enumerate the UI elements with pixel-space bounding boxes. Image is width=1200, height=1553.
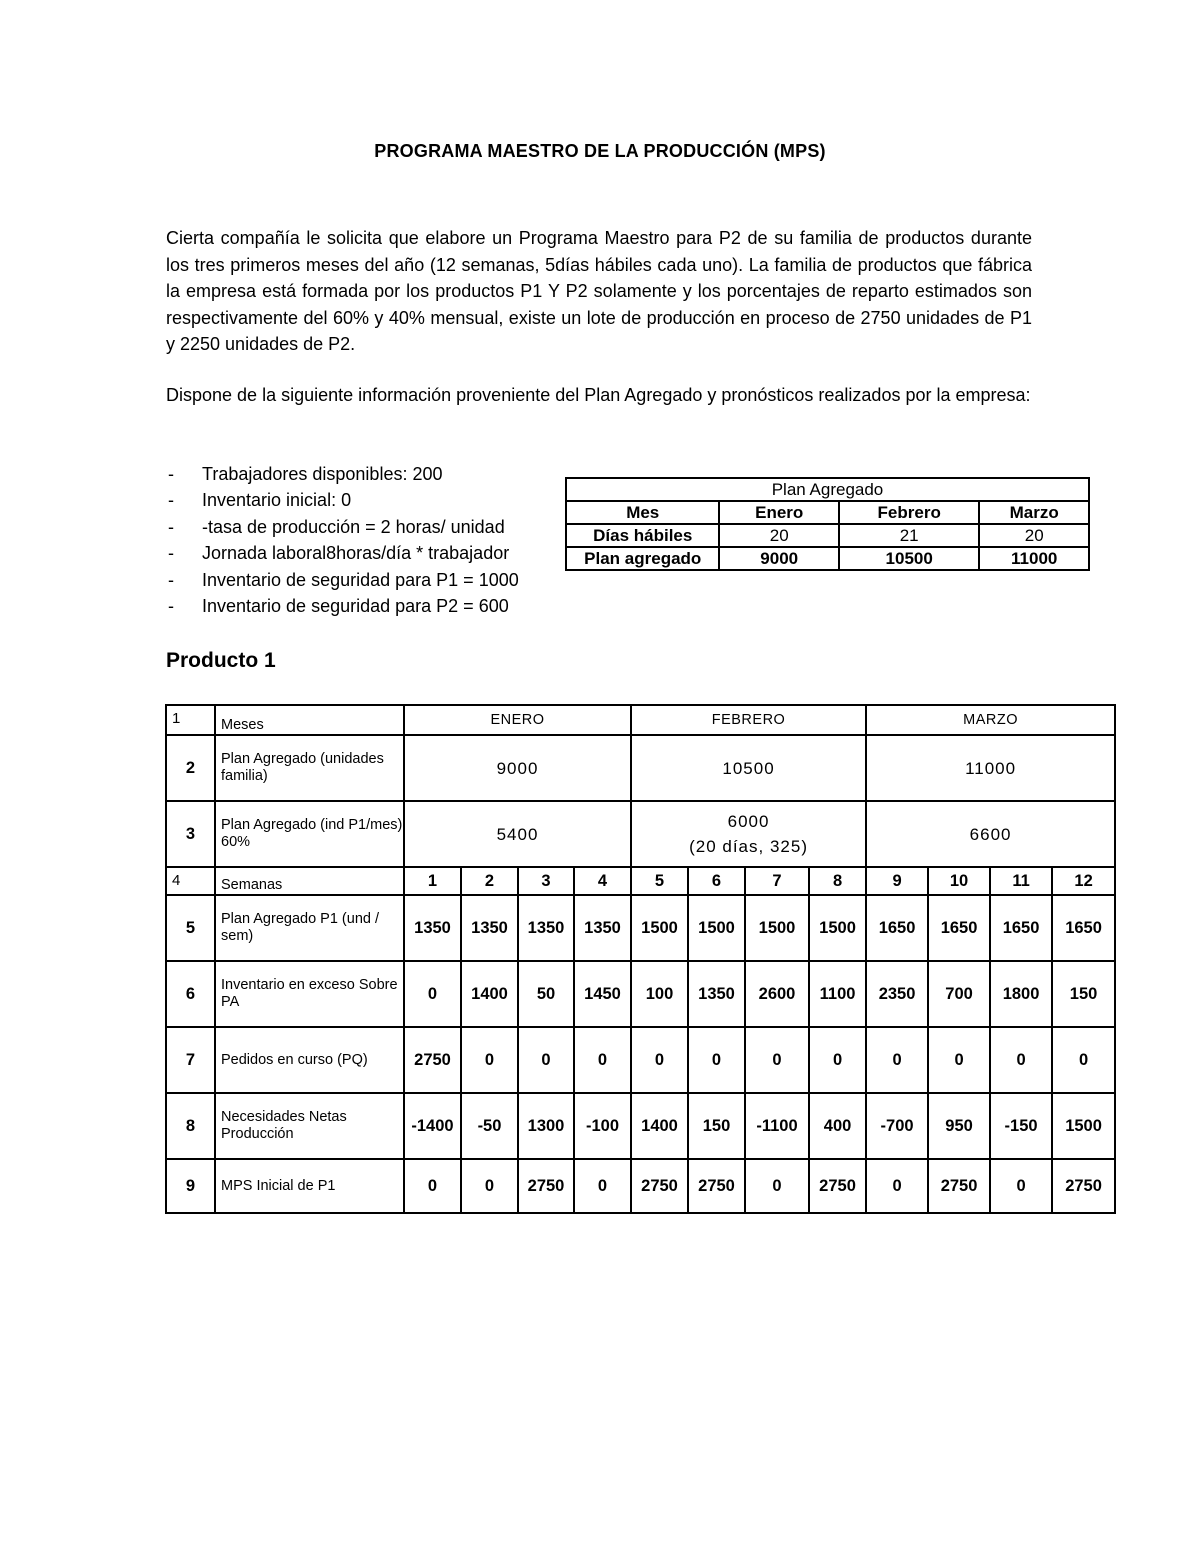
plan-p1-week-cell: 1650: [1052, 895, 1115, 961]
excess-inventory-cell: 2350: [866, 961, 928, 1027]
net-requirements-cell: 1300: [518, 1093, 574, 1159]
net-requirements-cell: -50: [461, 1093, 518, 1159]
week-header-cell: 11: [990, 867, 1052, 895]
orders-in-progress-cell: 0: [809, 1027, 866, 1093]
plan-p1-week-cell: 1350: [461, 895, 518, 961]
week-header-cell: 6: [688, 867, 745, 895]
month-header: FEBRERO: [631, 705, 866, 735]
row-number: 9: [166, 1159, 215, 1213]
p1-plan-value: 6000: [727, 812, 770, 831]
net-requirements-cell: 1400: [631, 1093, 688, 1159]
plan-cell: 9000: [719, 547, 839, 570]
plan-p1-week-cell: 1650: [866, 895, 928, 961]
plan-p1-week-cell: 1350: [518, 895, 574, 961]
row-number: 2: [166, 735, 215, 801]
orders-in-progress-cell: 0: [688, 1027, 745, 1093]
row-number: 7: [166, 1027, 215, 1093]
plan-cell: 11000: [979, 547, 1089, 570]
week-header-cell: 8: [809, 867, 866, 895]
mps-initial-cell: 2750: [688, 1159, 745, 1213]
row-number: 6: [166, 961, 215, 1027]
bullet-item: - Inventario de seguridad para P2 = 600: [168, 596, 509, 617]
intro-paragraph: Cierta compañía le solicita que elabore un Programa Maestro para P2 de su familia de productos durante los tres primeros meses del año (12 semanas, 5días hábiles cada uno). La familia de productos que fábrica la empresa está formada por los productos P1 Y P2 solamente y los porcentajes de reparto estimados son respectivamente del 60% y 40% mensual, existe un lote de producción en proceso de 2750 unidades de P1 y 2250 unidades de P2.: [166, 228, 1032, 355]
row-label: Inventario en exceso Sobre PA: [215, 961, 404, 1027]
bullet-item: - Inventario inicial: 0: [168, 490, 352, 511]
plan-header-cell: Febrero: [839, 501, 979, 524]
row-label: Plan Agregado (ind P1/mes) 60%: [215, 801, 404, 867]
net-requirements-cell: 150: [688, 1093, 745, 1159]
net-requirements-cell: -100: [574, 1093, 631, 1159]
plan-cell: 20: [719, 524, 839, 547]
plan-cell: 10500: [839, 547, 979, 570]
week-header-cell: 7: [745, 867, 809, 895]
bullet-item: - Jornada laboral8horas/día * trabajador: [168, 543, 510, 564]
excess-inventory-cell: 1450: [574, 961, 631, 1027]
week-header-cell: 9: [866, 867, 928, 895]
row-label: MPS Inicial de P1: [215, 1159, 404, 1213]
net-requirements-cell: 1500: [1052, 1093, 1115, 1159]
row-label: Necesidades Netas Producción: [215, 1093, 404, 1159]
plan-p1-week-cell: 1500: [631, 895, 688, 961]
bullet-item: - Trabajadores disponibles: 200: [168, 464, 443, 484]
plan-p1-week-cell: 1500: [688, 895, 745, 961]
plan-p1-week-cell: 1350: [574, 895, 631, 961]
net-requirements-cell: 950: [928, 1093, 990, 1159]
row-number: 5: [166, 895, 215, 961]
orders-in-progress-cell: 0: [631, 1027, 688, 1093]
orders-in-progress-cell: 0: [990, 1027, 1052, 1093]
excess-inventory-cell: 100: [631, 961, 688, 1027]
info-paragraph: Dispone de la siguiente información proveniente del Plan Agregado y pronósticos realizados por la empresa:: [166, 385, 1031, 405]
month-header: MARZO: [866, 705, 1115, 735]
net-requirements-cell: -700: [866, 1093, 928, 1159]
net-requirements-cell: 400: [809, 1093, 866, 1159]
orders-in-progress-cell: 0: [1052, 1027, 1115, 1093]
plan-p1-week-cell: 1500: [745, 895, 809, 961]
week-header-cell: 1: [404, 867, 461, 895]
family-plan-cell: 10500: [631, 735, 866, 801]
mps-initial-cell: 0: [745, 1159, 809, 1213]
plan-row-label: Plan agregado: [566, 547, 719, 570]
excess-inventory-cell: 150: [1052, 961, 1115, 1027]
plan-p1-week-cell: 1500: [809, 895, 866, 961]
net-requirements-cell: -1400: [404, 1093, 461, 1159]
row-number: 3: [166, 801, 215, 867]
mps-initial-cell: 0: [461, 1159, 518, 1213]
p1-plan-note: (20 días, 325): [689, 837, 808, 856]
excess-inventory-cell: 1800: [990, 961, 1052, 1027]
plan-cell: 21: [839, 524, 979, 547]
row-number: 1: [166, 705, 215, 735]
row-label: Pedidos en curso (PQ): [215, 1027, 404, 1093]
mps-initial-cell: 0: [574, 1159, 631, 1213]
row-number: 8: [166, 1093, 215, 1159]
orders-in-progress-cell: 0: [518, 1027, 574, 1093]
orders-in-progress-cell: 0: [745, 1027, 809, 1093]
excess-inventory-cell: 50: [518, 961, 574, 1027]
mps-initial-cell: 0: [990, 1159, 1052, 1213]
family-plan-cell: 11000: [866, 735, 1115, 801]
row-label: Plan Agregado P1 (und / sem): [215, 895, 404, 961]
mps-initial-cell: 2750: [631, 1159, 688, 1213]
section-title: Producto 1: [166, 649, 276, 672]
plan-p1-week-cell: 1650: [928, 895, 990, 961]
excess-inventory-cell: 700: [928, 961, 990, 1027]
week-header-cell: 2: [461, 867, 518, 895]
excess-inventory-cell: 0: [404, 961, 461, 1027]
mps-table: [165, 704, 1116, 1214]
orders-in-progress-cell: 0: [928, 1027, 990, 1093]
week-header-cell: 4: [574, 867, 631, 895]
excess-inventory-cell: 1350: [688, 961, 745, 1027]
plan-cell: 20: [979, 524, 1089, 547]
bullet-item: - -tasa de producción = 2 horas/ unidad: [168, 516, 505, 537]
document-title: PROGRAMA MAESTRO DE LA PRODUCCIÓN (MPS): [374, 141, 826, 161]
orders-in-progress-cell: 0: [574, 1027, 631, 1093]
plan-header-cell: Mes: [566, 501, 719, 524]
mps-initial-cell: 0: [404, 1159, 461, 1213]
week-header-cell: 12: [1052, 867, 1115, 895]
mps-initial-cell: 2750: [928, 1159, 990, 1213]
mps-initial-cell: 0: [866, 1159, 928, 1213]
plan-header-cell: Marzo: [979, 501, 1089, 524]
plan-p1-week-cell: 1650: [990, 895, 1052, 961]
plan-p1-week-cell: 1350: [404, 895, 461, 961]
row-label: Semanas: [215, 867, 404, 895]
orders-in-progress-cell: 2750: [404, 1027, 461, 1093]
net-requirements-cell: -1100: [745, 1093, 809, 1159]
row-number: 4: [166, 867, 215, 895]
plan-row-label: Días hábiles: [566, 524, 719, 547]
bullet-item: - Inventario de seguridad para P1 = 1000: [168, 569, 519, 590]
net-requirements-cell: -150: [990, 1093, 1052, 1159]
mps-initial-cell: 2750: [1052, 1159, 1115, 1213]
orders-in-progress-cell: 0: [866, 1027, 928, 1093]
plan-agregado-table: [565, 477, 1090, 571]
p1-plan-cell: 6600: [866, 801, 1115, 867]
excess-inventory-cell: 2600: [745, 961, 809, 1027]
excess-inventory-cell: 1100: [809, 961, 866, 1027]
row-label: Meses: [215, 705, 404, 735]
p1-plan-cell: 5400: [404, 801, 631, 867]
family-plan-cell: 9000: [404, 735, 631, 801]
orders-in-progress-cell: 0: [461, 1027, 518, 1093]
month-header: ENERO: [404, 705, 631, 735]
row-label: Plan Agregado (unidades familia): [215, 735, 404, 801]
excess-inventory-cell: 1400: [461, 961, 518, 1027]
p1-plan-cell: [631, 801, 866, 867]
mps-initial-cell: 2750: [518, 1159, 574, 1213]
week-header-cell: 3: [518, 867, 574, 895]
data-bullet-list: [166, 461, 519, 619]
week-header-cell: 5: [631, 867, 688, 895]
plan-header-cell: Enero: [719, 501, 839, 524]
week-header-cell: 10: [928, 867, 990, 895]
mps-initial-cell: 2750: [809, 1159, 866, 1213]
plan-table-title: Plan Agregado: [566, 478, 1089, 501]
